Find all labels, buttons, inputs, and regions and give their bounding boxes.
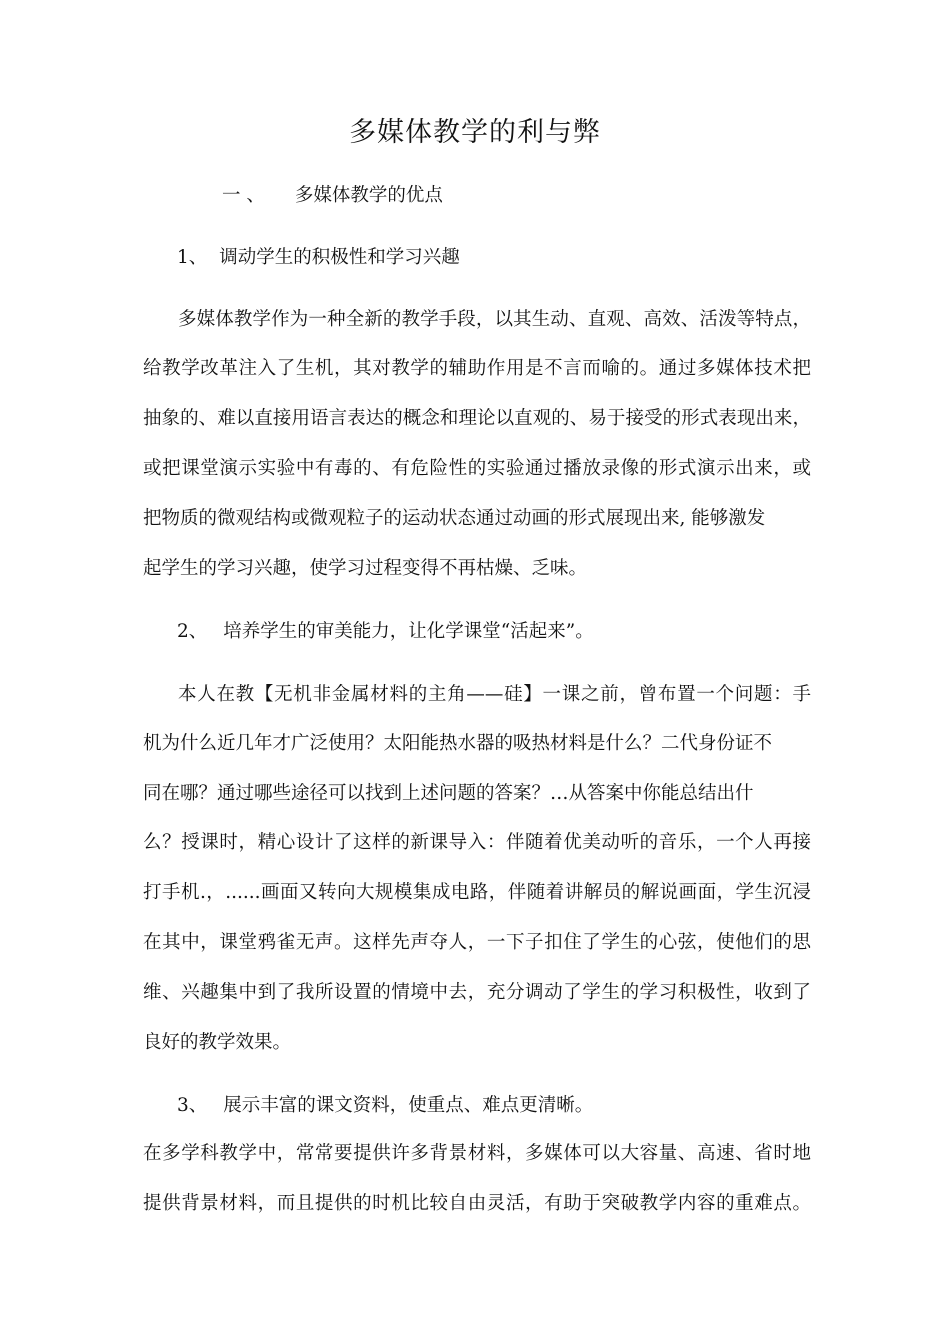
point-heading-text: 调动学生的积极性和学习兴趣 (219, 247, 460, 268)
paragraph-line: 么？授课时，精心设计了这样的新课导入：伴随着优美动听的音乐，一个人再接 (143, 832, 811, 853)
paragraph-line: 维、兴趣集中到了我所设置的情境中去，充分调动了学生的学习积极性，收到了 (143, 982, 811, 1003)
paragraph-line: 良好的教学效果。 (143, 1032, 292, 1053)
paragraph-line: 多媒体教学作为一种全新的教学手段，以其生动、直观、高效、活泼等特点， (178, 309, 811, 330)
point-number: 3、 (177, 1095, 208, 1116)
point-heading-3 (177, 1091, 777, 1121)
document-title: 多媒体教学的利与弊 (349, 117, 601, 148)
paragraph-line: 同在哪？通过哪些途径可以找到上述问题的答案？…从答案中你能总结出什 (143, 783, 754, 804)
paragraph-line: 起学生的学习兴趣，使学习过程变得不再枯燥、乏味。 (143, 558, 588, 579)
paragraph-line: 提供背景材料，而且提供的时机比较自由灵活，有助于突破教学内容的重难点。 (143, 1193, 811, 1214)
paragraph-line: 本人在教【无机非金属材料的主角——硅】一课之前，曾布置一个问题：手 (178, 684, 811, 705)
paragraph-line: 在多学科教学中，常常要提供许多背景材料，多媒体可以大容量、高速、省时地 (143, 1143, 811, 1164)
point-heading-text: 培养学生的审美能力，让化学课堂“活起来”。 (223, 621, 594, 642)
paragraph-line: 或把课堂演示实验中有毒的、有危险性的实验通过播放录像的形式演示出来，或 (143, 458, 811, 479)
paragraph-line: 给教学改革注入了生机，其对教学的辅助作用是不言而喻的。通过多媒体技术把 (143, 358, 811, 379)
paragraph-line: 把物质的微观结构或微观粒子的运动状态通过动画的形式展现出来, 能够激发 (143, 508, 766, 529)
paragraph-line: 抽象的、难以直接用语言表达的概念和理论以直观的、易于接受的形式表现出来， (143, 408, 811, 429)
paragraph-line: 在其中，课堂鸦雀无声。这样先声夺人，一下子扣住了学生的心弦，使他们的思 (143, 932, 811, 953)
section-heading (222, 181, 622, 211)
point-heading-1 (177, 243, 777, 273)
paragraph-line: 机为什么近几年才广泛使用？太阳能热水器的吸热材料是什么？二代身份证不 (143, 733, 773, 754)
point-number: 2、 (177, 621, 208, 642)
section-number: 一 、 (222, 185, 265, 206)
point-heading-text: 展示丰富的课文资料，使重点、难点更清晰。 (223, 1095, 594, 1116)
point-number: 1、 (177, 247, 208, 268)
paragraph-line: 打手机.，......画面又转向大规模集成电路，伴随着讲解员的解说画面，学生沉浸 (143, 882, 811, 903)
point-heading-2 (177, 617, 777, 647)
section-heading-text: 多媒体教学的优点 (294, 185, 443, 206)
